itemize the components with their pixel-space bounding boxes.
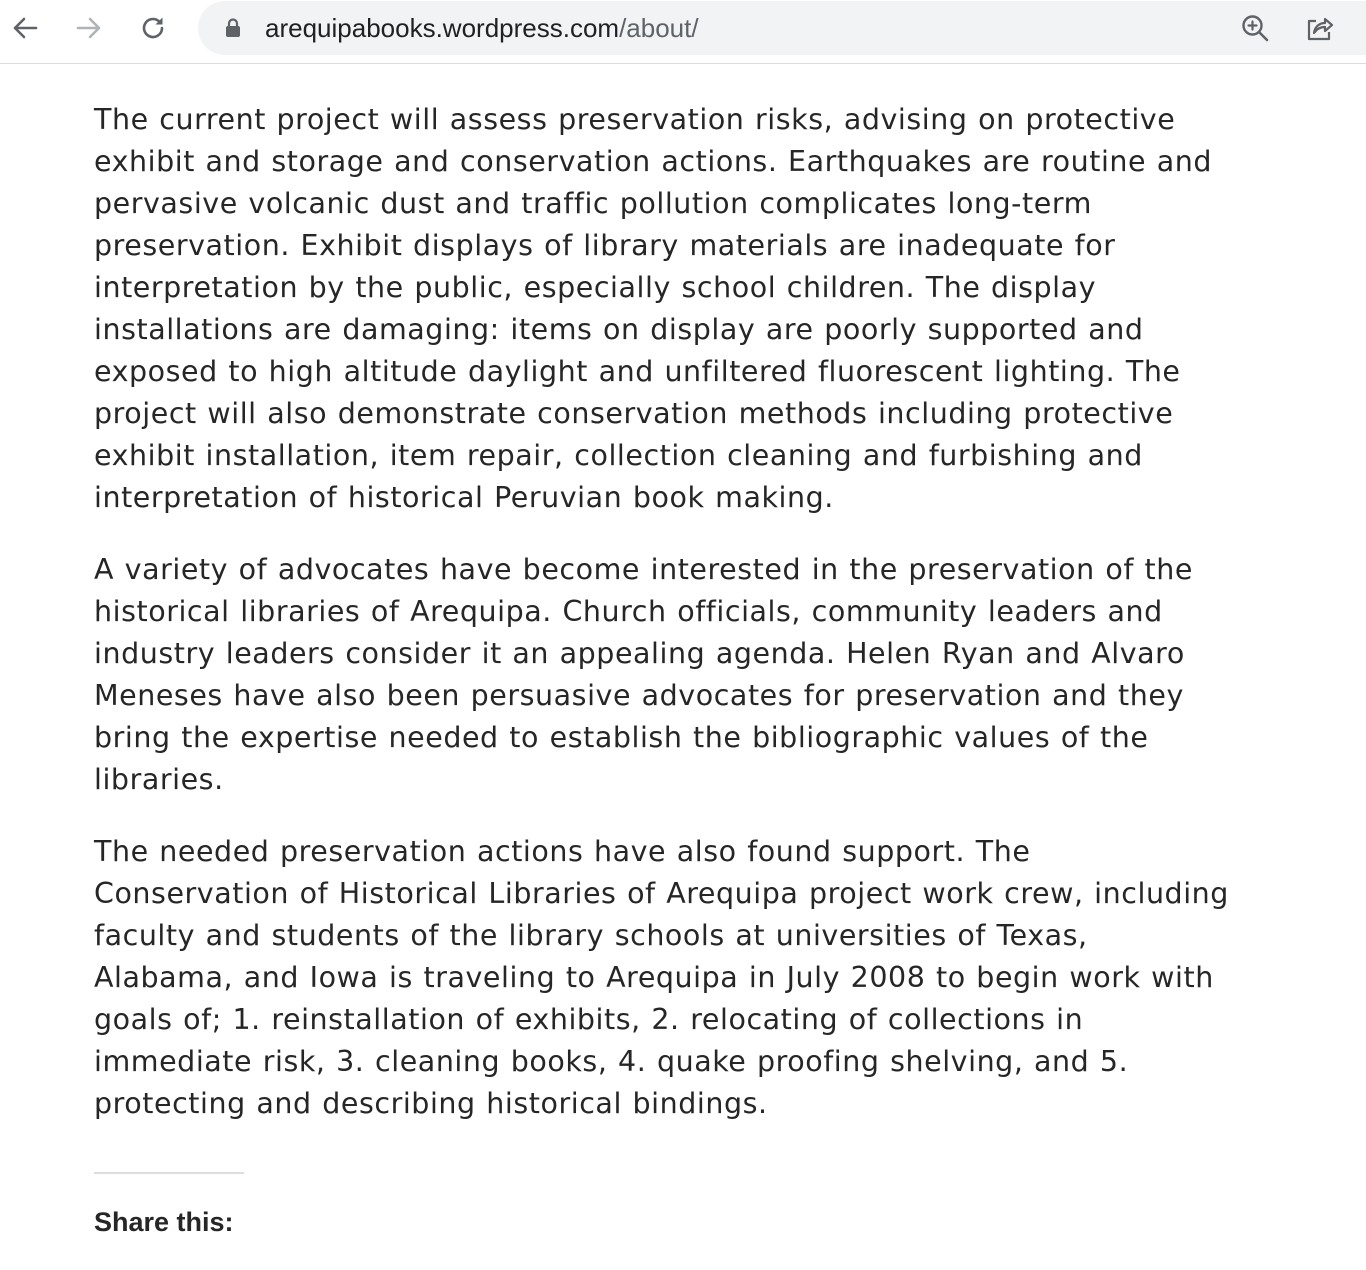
zoom-in-icon (1240, 13, 1270, 43)
forward-button[interactable] (69, 8, 109, 48)
share-divider (94, 1172, 244, 1174)
lock-icon (222, 17, 244, 39)
arrow-left-icon (10, 13, 40, 43)
scrolled-text-remnant (94, 64, 294, 70)
arrow-right-icon (74, 13, 104, 43)
article-content (94, 99, 1234, 1155)
reload-button[interactable] (133, 8, 173, 48)
zoom-button[interactable] (1238, 11, 1272, 45)
url-path: /about/ (619, 13, 699, 43)
article-paragraph: The needed preservation actions have also found support. The Conservation of Historical Libraries of Arequipa project work crew, including faculty and students of the library schools at universities of Texas, Alabama, and Iowa is traveling to Arequipa in July 2008 to begin work with goals of; 1. reinstallation of exhibits, 2. relocating of collections in immediate risk, 3. cleaning books, 4. quake proofing shelving, and 5. protecting and describing historical bindings. (94, 835, 1229, 1120)
reload-icon (138, 13, 168, 43)
article-paragraph: The current project will assess preservation risks, advising on protective exhibit and storage and conservation actions. Earthquakes are routine and pervasive volcanic dust and traffic pollution complicates long-term preservation. Exhibit displays of library materials are inadequate for interpretation by the public, especially school children. The display installations are damaging: items on display are poorly supported and exposed to high altitude daylight and unfiltered fluorescent lighting. The project will also demonstrate conservation methods including protective exhibit installation, item repair, collection cleaning and furbishing and interpretation of historical Peruvian book making. (94, 103, 1212, 514)
share-page-button[interactable] (1302, 11, 1336, 45)
url-host: arequipabooks.wordpress.com (265, 13, 620, 43)
browser-toolbar (0, 0, 1366, 64)
share-icon (1303, 12, 1335, 44)
back-button[interactable] (5, 8, 45, 48)
share-heading: Share this: (94, 1207, 234, 1237)
url-text[interactable] (265, 13, 699, 43)
address-bar[interactable] (198, 1, 1366, 55)
article-paragraph: A variety of advocates have become interested in the preservation of the historical libraries of Arequipa. Church officials, community leaders and industry leaders consider it an appealing agenda. Helen Ryan and Alvaro Meneses have also been persuasive advocates for preservation and they bring the expertise needed to establish the bibliographic values of the libraries. (94, 553, 1193, 796)
